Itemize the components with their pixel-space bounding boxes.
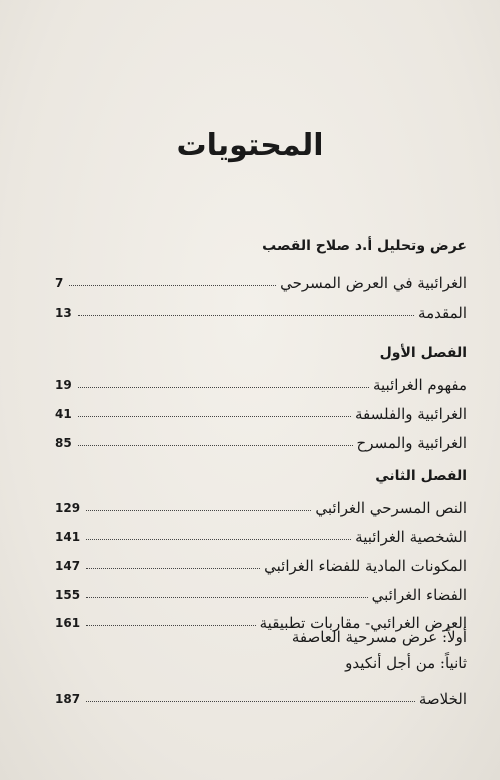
toc-entry[interactable] (55, 487, 467, 517)
toc-subitem: أولاً: عرض مسرحية العاصفة (291, 628, 467, 646)
toc-entry-label: الفضاء الغرائبي (371, 586, 467, 604)
toc-entry-page: 129 (55, 501, 81, 515)
toc-entry[interactable] (55, 574, 467, 604)
toc-subitem: ثانياً: من أجل أنكيدو (345, 654, 467, 672)
toc-entry-label: العرض الغرائبي- مقاربات تطبيقية (259, 614, 467, 632)
toc-entry-label: النص المسرحي الغرائبي (315, 499, 467, 517)
toc-entry-page: 155 (55, 588, 81, 602)
toc-entry-label: الغرائبية والمسرح (356, 434, 467, 452)
toc-entry-label: الغرائبية في العرض المسرحي (280, 274, 467, 292)
toc-entry[interactable] (55, 393, 467, 423)
page-title: المحتويات (176, 128, 324, 163)
toc-entry-page: 141 (55, 530, 81, 544)
toc-entry-page: 13 (55, 306, 72, 320)
toc-entry[interactable] (55, 422, 467, 452)
toc-entry-page: 41 (55, 407, 72, 421)
dot-leader (86, 597, 368, 598)
toc-entry[interactable] (55, 545, 467, 575)
toc-entry-page: 187 (55, 692, 81, 706)
toc-entry-label: الغرائبية والفلسفة (354, 405, 467, 423)
toc-entry-label: مفهوم الغرائبية (372, 376, 467, 394)
dot-leader (86, 510, 311, 511)
dot-leader (78, 416, 351, 417)
toc-entry-page: 85 (55, 436, 72, 450)
dot-leader (86, 539, 351, 540)
toc-entry-page: 147 (55, 559, 81, 573)
toc-entry[interactable] (55, 262, 467, 292)
dot-leader (78, 445, 353, 446)
toc-entry-conclusion[interactable] (55, 678, 467, 708)
toc-entry-label: الخلاصة (418, 690, 467, 708)
dot-leader (86, 701, 415, 702)
toc-entry[interactable] (55, 516, 467, 546)
dot-leader (78, 315, 414, 316)
toc-entry-page: 161 (55, 616, 81, 630)
section-heading-presentation: عرض وتحليل أ.د صلاح القصب (262, 238, 467, 254)
toc-entry-page: 7 (55, 276, 64, 290)
dot-leader (86, 625, 256, 626)
section-heading-chapter-two: الفصل الثاني (375, 468, 467, 484)
toc-entry-label: المقدمة (418, 304, 467, 322)
toc-entry[interactable] (55, 292, 467, 322)
toc-entry[interactable] (55, 364, 467, 394)
dot-leader (86, 568, 260, 569)
dot-leader (69, 285, 276, 286)
section-heading-chapter-one: الفصل الأول (379, 345, 467, 361)
dot-leader (78, 387, 369, 388)
toc-entry-label: المكونات المادية للفضاء الغرائبي (264, 557, 467, 575)
toc-entry-label: الشخصية الغرائبية (355, 528, 467, 546)
toc-entry-page: 19 (55, 378, 72, 392)
